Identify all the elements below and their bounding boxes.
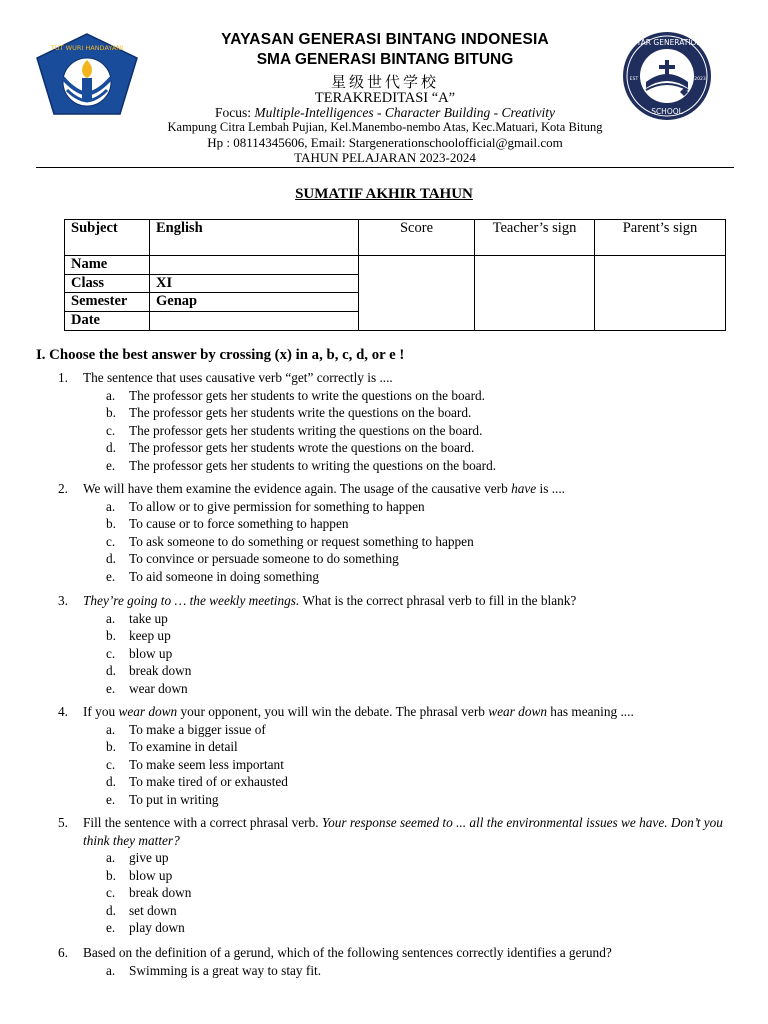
name-label: Name	[65, 256, 150, 275]
option-text: To make tired of or exhausted	[129, 774, 288, 789]
option-letter: a.	[106, 850, 116, 865]
teacher-sign-header: Teacher’s sign	[475, 220, 595, 256]
option-letter: b.	[106, 516, 116, 531]
option-c[interactable]	[106, 533, 738, 551]
option-text: play down	[129, 920, 185, 935]
tut-wuri-handayani-logo	[34, 32, 140, 122]
option-c[interactable]	[106, 645, 738, 663]
question-stem: They’re going to … the weekly meetings. What is the correct phrasal verb to fill in the blank?	[83, 593, 577, 608]
option-text: To aid someone in doing something	[129, 568, 320, 584]
subject-value: English	[150, 220, 359, 256]
option-a[interactable]	[106, 962, 738, 980]
option-a[interactable]	[106, 721, 738, 739]
question-5	[58, 814, 738, 937]
foundation-name: YAYASAN GENERASI BINTANG INDONESIA	[221, 31, 549, 48]
option-letter: b.	[106, 867, 116, 883]
option-text: To make a bigger issue of	[129, 721, 266, 737]
option-letter: a.	[106, 962, 116, 978]
option-d[interactable]	[106, 550, 738, 568]
option-letter: d.	[106, 440, 116, 455]
option-e[interactable]	[106, 919, 738, 937]
question-stem: We will have them examine the evidence again. The usage of the causative verb have is ....	[83, 481, 566, 496]
option-letter: e.	[106, 568, 116, 584]
option-text: To put in writing	[129, 791, 219, 807]
option-letter: e.	[106, 457, 116, 473]
question-number: 5.	[58, 815, 68, 830]
right-logo-est: EST	[629, 77, 639, 82]
option-text: To convince or persuade someone to do something	[129, 551, 399, 566]
school-name: SMA GENERASI BINTANG BITUNG	[256, 51, 514, 68]
question-number: 3.	[58, 593, 68, 608]
option-letter: c.	[106, 756, 116, 772]
option-e[interactable]	[106, 791, 738, 809]
option-c[interactable]	[106, 884, 738, 902]
right-logo-year: 2023	[694, 77, 706, 82]
option-text: give up	[129, 850, 169, 865]
focus-label: Focus:	[215, 105, 252, 120]
option-text: blow up	[129, 867, 173, 883]
option-letter: e.	[106, 791, 116, 807]
question-2	[58, 480, 738, 585]
option-e[interactable]	[106, 680, 738, 698]
option-text: blow up	[129, 645, 173, 661]
option-letter: d.	[106, 663, 116, 678]
school-contact: Hp : 08114345606, Email: Stargenerationschoolofficial@gmail.com	[207, 135, 563, 150]
option-text: To make seem less important	[129, 756, 284, 772]
option-letter: a.	[106, 610, 116, 626]
option-a[interactable]	[106, 610, 738, 628]
option-text: break down	[129, 885, 192, 900]
option-letter: b.	[106, 628, 116, 643]
teacher-sign-box[interactable]	[475, 256, 595, 331]
option-letter: c.	[106, 422, 116, 438]
question-number: 4.	[58, 704, 68, 719]
option-letter: e.	[106, 680, 116, 696]
class-value: XI	[150, 275, 359, 293]
option-a[interactable]	[106, 498, 738, 516]
question-1	[58, 369, 738, 474]
option-letter: a.	[106, 498, 116, 514]
option-e[interactable]	[106, 568, 738, 586]
option-text: The professor gets her students write the questions on the board.	[129, 405, 472, 420]
parent-sign-header: Parent’s sign	[595, 220, 726, 256]
option-letter: a.	[106, 721, 116, 737]
option-d[interactable]	[106, 662, 738, 680]
semester-value: Genap	[150, 293, 359, 312]
option-letter: a.	[106, 387, 116, 403]
option-d[interactable]	[106, 902, 738, 920]
option-text: The professor gets her students wrote the questions on the board.	[129, 440, 475, 455]
school-chinese-name: 星级世代学校	[330, 73, 439, 91]
question-number: 1.	[58, 370, 68, 385]
question-number: 2.	[58, 481, 68, 496]
option-text: Swimming is a great way to stay fit.	[129, 962, 322, 978]
option-c[interactable]	[106, 756, 738, 774]
class-label: Class	[65, 275, 150, 293]
option-text: wear down	[129, 680, 188, 696]
question-number: 6.	[58, 945, 68, 960]
question-3	[58, 592, 738, 697]
option-text: To cause or to force something to happen	[129, 516, 349, 531]
option-letter: e.	[106, 920, 116, 935]
option-letter: c.	[106, 533, 116, 549]
student-info-table	[64, 219, 726, 331]
option-text: take up	[129, 610, 168, 626]
school-address: Kampung Citra Lembah Pujian, Kel.Manembo-nembo Atas, Kec.Matuari, Kota Bitung	[167, 120, 603, 134]
option-text: keep up	[129, 628, 171, 643]
option-text: set down	[129, 902, 177, 918]
question-stem: Based on the definition of a gerund, which of the following sentences correctly identifies a gerund?	[83, 945, 612, 960]
exam-title: SUMATIF AKHIR TAHUN	[295, 186, 473, 202]
option-a[interactable]	[106, 849, 738, 867]
academic-year: TAHUN PELAJARAN 2023-2024	[294, 150, 476, 165]
section-instructions: I. Choose the best answer by crossing (x) in a, b, c, d, or e !	[36, 347, 405, 363]
question-4	[58, 703, 738, 808]
header-divider	[36, 167, 734, 168]
question-stem: Fill the sentence with a correct phrasal verb. Your response seemed to ... all the environmental issues we have. Don’t you think they matter?	[83, 815, 723, 848]
semester-label: Semester	[65, 293, 150, 312]
score-header: Score	[359, 220, 475, 256]
option-b[interactable]	[106, 404, 738, 422]
option-b[interactable]	[106, 515, 738, 533]
accreditation: TERAKREDITASI “A”	[314, 90, 456, 106]
option-b[interactable]	[106, 867, 738, 885]
parent-sign-box[interactable]	[595, 256, 726, 331]
right-logo-bottom-text: SCHOOL	[651, 107, 683, 116]
school-focus	[140, 105, 630, 121]
question-stem: The sentence that uses causative verb “get” correctly is ....	[83, 370, 393, 385]
option-b[interactable]	[106, 738, 738, 756]
left-logo-text: TUT WURI HANDAYANI	[50, 44, 124, 52]
subject-label: Subject	[65, 220, 150, 256]
option-text: The professor gets her students to writing the questions on the board.	[129, 457, 497, 473]
date-label: Date	[65, 312, 150, 331]
option-b[interactable]	[106, 627, 738, 645]
option-letter: b.	[106, 405, 116, 420]
option-text: The professor gets her students writing the questions on the board.	[129, 422, 483, 438]
name-field[interactable]	[150, 256, 359, 275]
focus-text: Multiple-Intelligences - Character Building - Creativity	[254, 105, 555, 120]
option-text: break down	[129, 663, 192, 678]
option-e[interactable]	[106, 457, 738, 475]
option-letter: c.	[106, 645, 116, 661]
score-box[interactable]	[359, 256, 475, 331]
option-c[interactable]	[106, 422, 738, 440]
option-letter: c.	[106, 885, 116, 900]
option-d[interactable]	[106, 773, 738, 791]
option-text: The professor gets her students to write the questions on the board.	[129, 387, 485, 403]
option-a[interactable]	[106, 387, 738, 405]
option-letter: d.	[106, 774, 116, 789]
option-letter: b.	[106, 739, 116, 754]
option-d[interactable]	[106, 439, 738, 457]
option-letter: d.	[106, 551, 116, 566]
date-field[interactable]	[150, 312, 359, 331]
option-letter: d.	[106, 902, 116, 918]
question-stem: If you wear down your opponent, you will win the debate. The phrasal verb wear down has meaning ....	[83, 704, 634, 719]
question-6	[58, 944, 738, 979]
option-text: To ask someone to do something or request something to happen	[129, 533, 474, 549]
right-logo-top-text: STAR GENERATION	[631, 38, 703, 47]
option-text: To examine in detail	[129, 739, 238, 754]
option-text: To allow or to give permission for something to happen	[129, 498, 425, 514]
